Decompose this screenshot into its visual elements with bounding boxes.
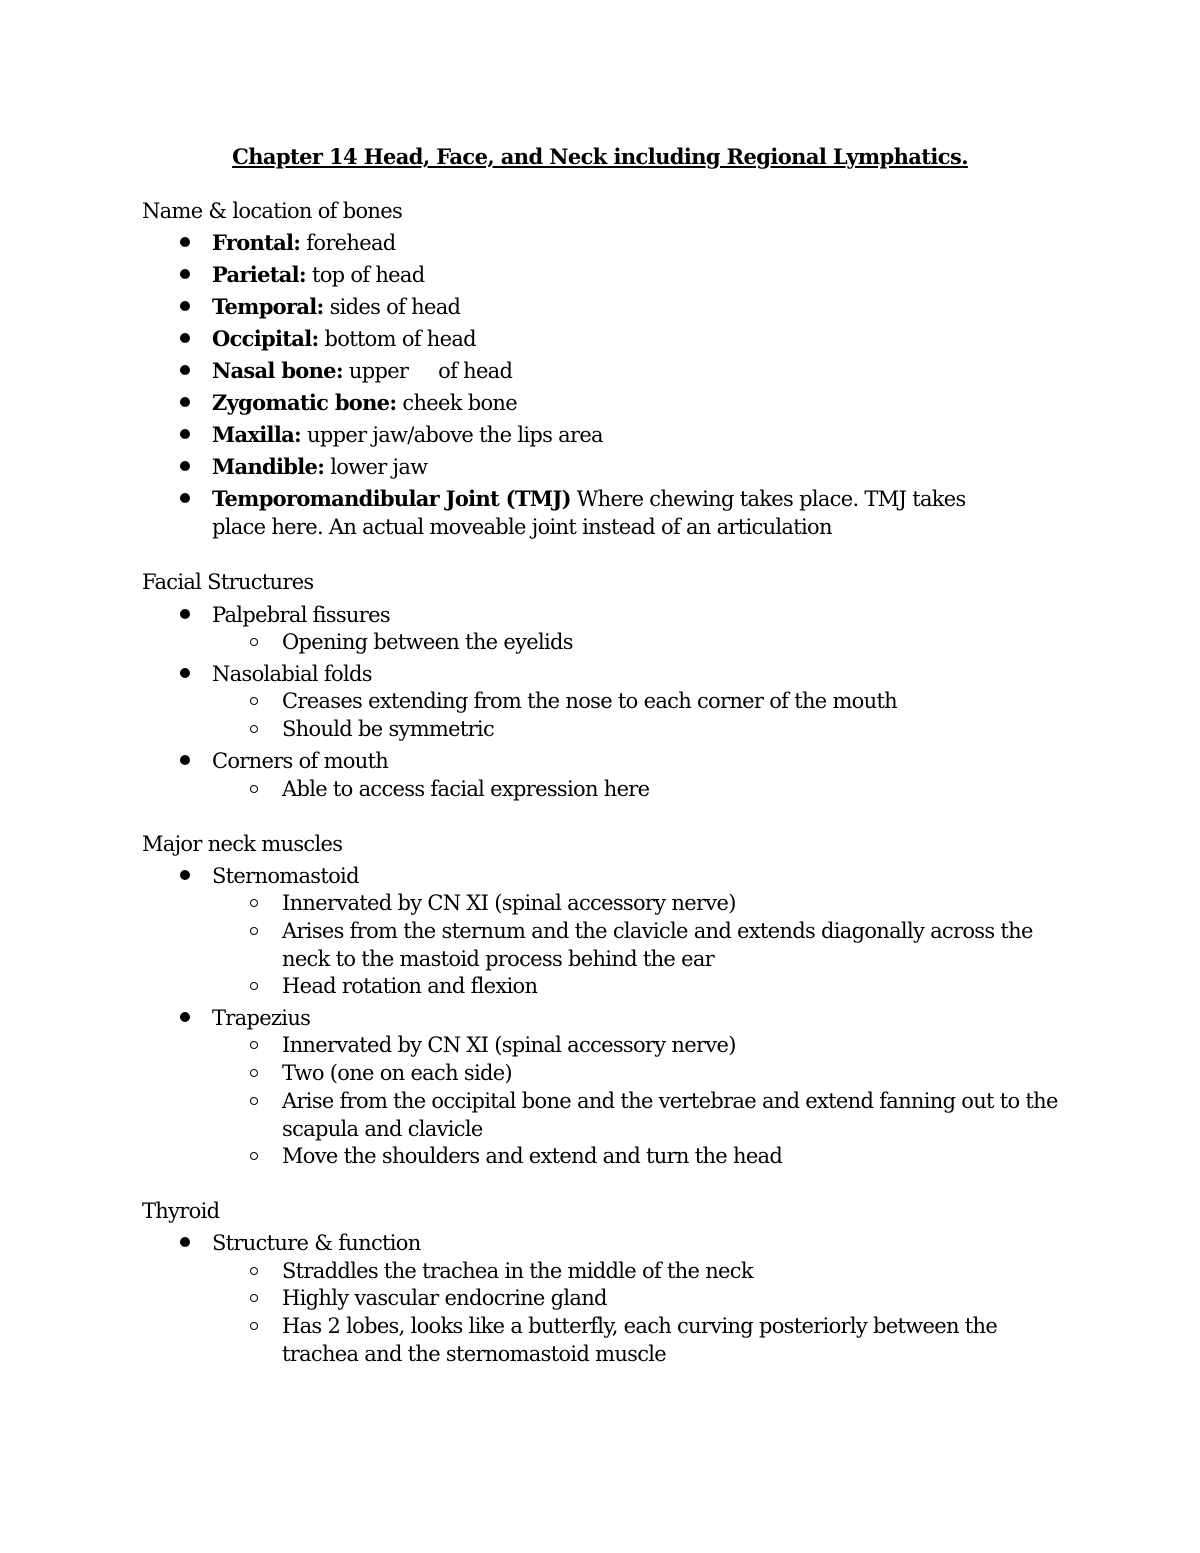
- sub-list-item: [282, 1257, 1072, 1285]
- sub-list-item: [282, 687, 1072, 715]
- sub-item-text: Opening between the eyelids: [282, 630, 573, 654]
- sub-item-text: Highly vascular endocrine gland: [282, 1286, 607, 1310]
- item-text: Where chewing takes place. TMJ takes place here. An actual moveable joint instead of an articulation: [212, 487, 966, 539]
- item-text: Corners of mouth: [212, 749, 389, 773]
- sub-list-item: [282, 1087, 1072, 1143]
- circle-bullet-icon: [250, 1097, 258, 1105]
- item-term: Zygomatic bone:: [212, 390, 397, 415]
- item-text: upper jaw/above the lips area: [301, 423, 603, 447]
- section-heading-thyroid: Thyroid: [142, 1199, 220, 1223]
- bullet-icon: [180, 365, 190, 375]
- bullet-icon: [180, 870, 190, 880]
- sub-list-item: [282, 715, 1072, 743]
- sub-item-text: Straddles the trachea in the middle of the neck: [282, 1259, 753, 1283]
- circle-bullet-icon: [250, 1069, 258, 1077]
- sub-list-item: [282, 1059, 1072, 1087]
- sub-item-text: Two (one on each side): [282, 1061, 512, 1085]
- list-item: [212, 485, 1022, 541]
- list-item: [212, 601, 1072, 629]
- sub-list-item: [282, 917, 1072, 973]
- sub-item-text: Innervated by CN XI (spinal accessory nerve): [282, 1033, 736, 1057]
- item-text: forehead: [300, 231, 396, 255]
- item-text: cheek bone: [396, 391, 517, 415]
- item-term: Occipital:: [212, 326, 319, 351]
- circle-bullet-icon: [250, 1041, 258, 1049]
- list-item: [212, 357, 1072, 385]
- item-text: Nasolabial folds: [212, 662, 372, 686]
- bullet-icon: [180, 269, 190, 279]
- item-term: Nasal bone:: [212, 358, 343, 383]
- sub-item-text: Arises from the sternum and the clavicle and extends diagonally across the neck to the mastoid process behind the ear: [282, 919, 1033, 971]
- item-term: Temporomandibular Joint (TMJ): [212, 486, 571, 511]
- sub-item-text: Able to access facial expression here: [282, 777, 650, 801]
- item-text: Trapezius: [212, 1006, 311, 1030]
- circle-bullet-icon: [250, 1267, 258, 1275]
- section-heading-neck-muscles: Major neck muscles: [142, 832, 343, 856]
- circle-bullet-icon: [250, 638, 258, 646]
- circle-bullet-icon: [250, 697, 258, 705]
- list-item: [212, 229, 1072, 257]
- bullet-icon: [180, 429, 190, 439]
- item-text: Structure & function: [212, 1231, 421, 1255]
- list-item: [212, 747, 1072, 775]
- item-term: Frontal:: [212, 230, 301, 255]
- item-text: top of head: [305, 263, 425, 287]
- list-item: [212, 325, 1072, 353]
- circle-bullet-icon: [250, 785, 258, 793]
- bullet-icon: [180, 1237, 190, 1247]
- bullet-icon: [180, 609, 190, 619]
- list-item: [212, 1004, 1072, 1032]
- sub-list-item: [282, 889, 1072, 917]
- list-item: [212, 293, 1072, 321]
- list-item: [212, 421, 1072, 449]
- item-text: Palpebral fissures: [212, 603, 390, 627]
- bullet-icon: [180, 333, 190, 343]
- sub-item-text: Innervated by CN XI (spinal accessory nerve): [282, 891, 736, 915]
- list-item: [212, 862, 1072, 890]
- sub-list-item: [282, 1142, 1072, 1170]
- bullet-icon: [180, 237, 190, 247]
- bullet-icon: [180, 301, 190, 311]
- item-term: Temporal:: [212, 294, 324, 319]
- sub-item-text: Move the shoulders and extend and turn the head: [282, 1144, 783, 1168]
- section-heading-bones: Name & location of bones: [142, 199, 403, 223]
- bullet-icon: [180, 397, 190, 407]
- circle-bullet-icon: [250, 1152, 258, 1160]
- page-title: Chapter 14 Head, Face, and Neck including Regional Lymphatics.: [232, 144, 968, 169]
- bullet-icon: [180, 493, 190, 503]
- sub-list-item: [282, 972, 1072, 1000]
- sub-item-text: Has 2 lobes, looks like a butterfly, each curving posteriorly between the trachea and the sternomastoid muscle: [282, 1314, 998, 1366]
- item-text: lower jaw: [324, 455, 428, 479]
- sub-list-item: [282, 1312, 1072, 1368]
- list-item: [212, 389, 1072, 417]
- item-text: Sternomastoid: [212, 864, 359, 888]
- list-item: [212, 660, 1072, 688]
- item-term: Parietal:: [212, 262, 306, 287]
- circle-bullet-icon: [250, 725, 258, 733]
- circle-bullet-icon: [250, 982, 258, 990]
- circle-bullet-icon: [250, 1322, 258, 1330]
- sub-item-text: Creases extending from the nose to each corner of the mouth: [282, 689, 898, 713]
- sub-item-text: Should be symmetric: [282, 717, 495, 741]
- sub-list-item: [282, 1031, 1072, 1059]
- sub-list-item: [282, 1284, 1072, 1312]
- sub-list-item: [282, 775, 1072, 803]
- bullet-icon: [180, 668, 190, 678]
- sub-list-item: [282, 628, 1072, 656]
- list-item: [212, 453, 1072, 481]
- item-text: sides of head: [323, 295, 461, 319]
- circle-bullet-icon: [250, 1294, 258, 1302]
- item-text: upper of head: [342, 359, 513, 383]
- sub-item-text: Head rotation and flexion: [282, 974, 538, 998]
- item-term: Mandible:: [212, 454, 325, 479]
- list-item: [212, 1229, 1072, 1257]
- circle-bullet-icon: [250, 899, 258, 907]
- bullet-icon: [180, 461, 190, 471]
- item-term: Maxilla:: [212, 422, 302, 447]
- bullet-icon: [180, 755, 190, 765]
- list-item: [212, 261, 1072, 289]
- sub-item-text: Arise from the occipital bone and the vertebrae and extend fanning out to the scapula and clavicle: [282, 1089, 1058, 1141]
- bullet-icon: [180, 1012, 190, 1022]
- section-heading-facial-structures: Facial Structures: [142, 570, 314, 594]
- item-text: bottom of head: [318, 327, 476, 351]
- circle-bullet-icon: [250, 927, 258, 935]
